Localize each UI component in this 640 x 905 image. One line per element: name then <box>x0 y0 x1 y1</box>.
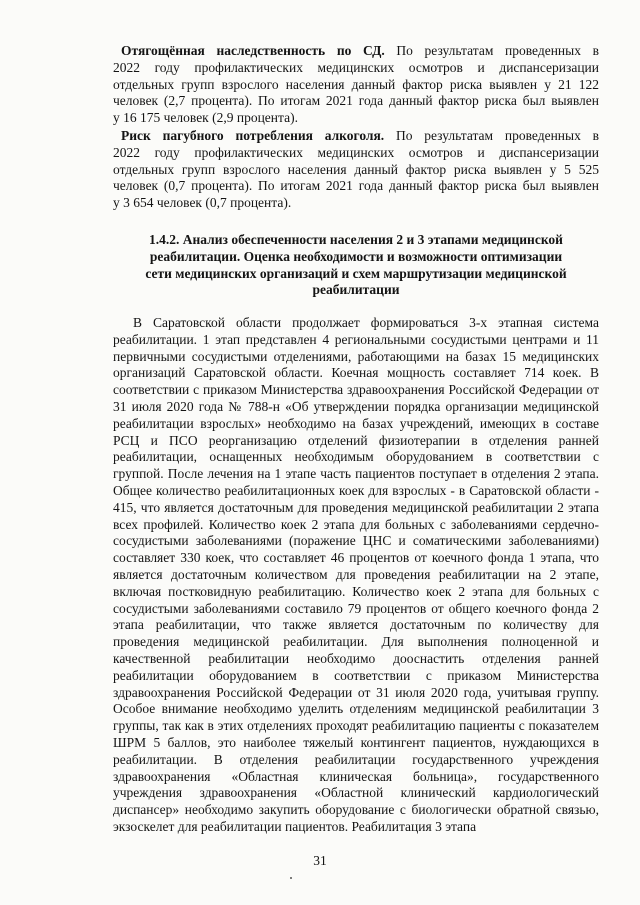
page-number: 31 <box>313 853 327 868</box>
text-line: 2022 году профилактических медицинских осмотров и диспансеризации <box>113 144 599 160</box>
text-line: 2022 году профилактических медицинских осмотров и диспансеризации <box>113 59 599 75</box>
text-line: По результатам проведенных в <box>396 43 599 58</box>
heading-line: реабилитации. Оценка необходимости и возможности оптимизации <box>149 248 563 264</box>
paragraph-alcohol-risk <box>113 128 599 212</box>
text-line: По результатам проведенных в <box>395 128 600 143</box>
heading-line: 1.4.2. Анализ обеспеченности населения 2 и 3 этапами медицинской <box>149 232 563 247</box>
text-line: человек (2,7 процента). По итогам 2021 года данный фактор риска был выявлен <box>113 93 599 109</box>
scan-speck <box>290 877 292 879</box>
text-line: отдельных групп взрослого населения данный фактор риска выявлен у 5 525 <box>113 161 599 177</box>
body-paragraph <box>113 315 599 836</box>
term-alcohol-risk: Риск пагубного потребления алкоголя. <box>121 128 385 143</box>
heading-line: реабилитации <box>312 282 400 298</box>
text-line: у 3 654 человек (0,7 процента). <box>113 195 292 211</box>
paragraph-hereditary-diabetes <box>113 43 599 127</box>
section-heading <box>104 232 608 299</box>
text-line: у 16 175 человек (2,9 процента). <box>113 110 298 126</box>
text-line: отдельных групп взрослого населения данный фактор риска выявлен у 21 122 <box>113 76 599 92</box>
body-text: В Саратовской области продолжает формироваться 3-х этапная система реабилитации. 1 этап представлен 4 региональными сосудистыми центрами и 11 первичными сосудистыми отделениями, работающими на базах 15 медицинских организаций Саратовской области. Коечная мощность составляет 714 коек. В соответствии с приказом Министерства здравоохранения Российской Федерации от 31 июля 2020 года № 788-н «Об утверждении порядка организации медицинской реабилитации взрослых» необходимо на базах учреждений, имеющих в составе РСЦ и ПСО реорганизацию отделений физиотерапии в отделения ранней реабилитации, оснащенных необходимым оборудованием в соответствии с группой. После лечения на 1 этапе часть пациентов поступает в отделения 2 этапа. Общее количество реабилитационных коек для взрослых - в Саратовской области - 415, что является достаточным для проведения медицинской реабилитации 2 этапа всех профилей. Количество коек 2 этапа для больных с заболеваниями сердечно-сосудистыми заболеваниями (поражение ЦНС и соматическими заболеваниями) составляет 330 коек, что составляет 46 процентов от коечного фонда 1 этапа, что является достаточным количеством для проведения реабилитации на 2 этапе, включая постковидную реабилитацию. Количество коек 2 этапа для больных с сосудистыми заболеваниями составило 79 процентов от общего коечного фонда 2 этапа реабилитации, что также является достаточным по количеству для проведения медицинской реабилитации. Для выполнения полноценной и качественной реабилитации необходимо дооснастить отделения ранней реабилитации оборудованием в соответствии с приказом Министерства здравоохранения Российской Федерации от 31 июля 2020 года, учитывая группу. Особое внимание необходимо уделить отделениям медицинской реабилитации 3 группы, так как в этих отделениях проходят реабилитацию пациенты с показателем ШРМ 5 баллов, это наиболее тяжелый контингент пациентов, нуждающихся в реабилитации. В отделения реабилитации государственного учреждения здравоохранения «Областная клиническая больница», государственного учреждения здравоохранения «Областной клинический кардиологический диспансер» необходимо закупить оборудование с биологически обратной связью, экзоскелет для реабилитации пациентов. Реабилитация 3 этапа <box>113 315 599 834</box>
term-hereditary-diabetes: Отягощённая наследственность по СД. <box>121 43 385 58</box>
text-line: человек (0,7 процента). По итогам 2021 года данный фактор риска был выявлен <box>113 178 599 194</box>
heading-line: сети медицинских организаций и схем маршрутизации медицинской <box>145 265 567 281</box>
